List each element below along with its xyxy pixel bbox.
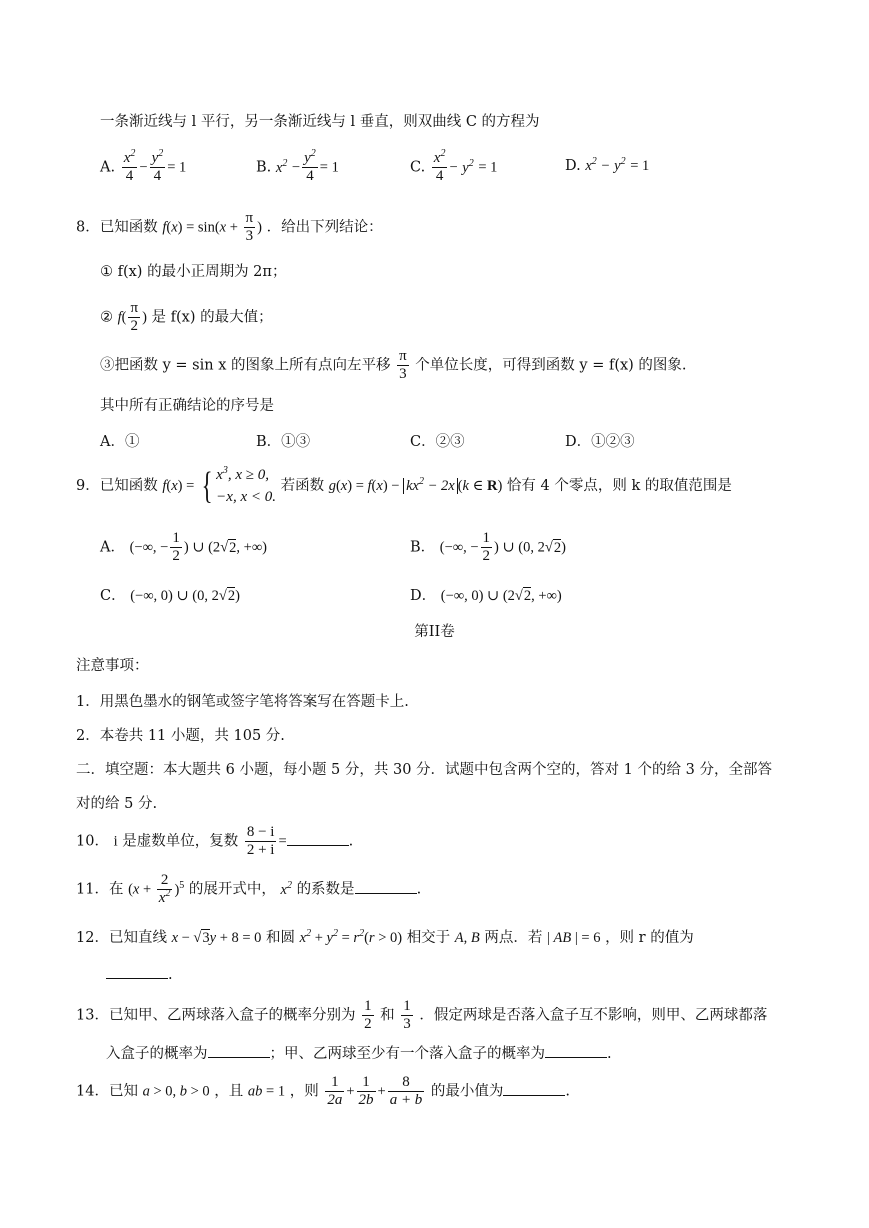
q8-statement-3-prefix: ③把函数 y = sin x 的图象上所有点向左平移 bbox=[100, 357, 391, 374]
q7-tail-text: 一条渐近线与 l 平行，另一条渐近线与 l 垂直，则双曲线 C 的方程为 bbox=[100, 114, 540, 130]
option-label: C． bbox=[100, 588, 126, 604]
notice-1: 1．用黑色墨水的钢笔或签字笔将答案写在答题卡上. bbox=[76, 694, 409, 710]
q8-option-b: B．①③ bbox=[256, 434, 311, 450]
part2-instructions-line1: 二．填空题：本大题共 6 小题，每小题 5 分，共 30 分．试题中包含两个空的，答对 1 个的给 3 分，全部答 bbox=[76, 762, 772, 778]
q13-prefix: 13．已知甲、乙两球落入盒子的概率分别为 bbox=[76, 1007, 356, 1024]
option-label: D. bbox=[565, 158, 581, 174]
q11: 11．在 (x + $\frac{2}{x^2}$ )$^5$ 的展开式中， $x^2$ 的系数是 . bbox=[76, 872, 422, 906]
answer-blank[interactable] bbox=[545, 1045, 607, 1058]
option-label: A． bbox=[100, 539, 125, 556]
q9-option-d: D． (−∞, 0) ∪ (2√2, +∞) bbox=[410, 588, 562, 604]
option-label: C. bbox=[410, 159, 426, 176]
q8-option-a: A．① bbox=[100, 434, 140, 450]
q13-part-b: ；甲、乙两球至少有一个落入盒子的概率为 bbox=[269, 1046, 545, 1062]
q8-stem-prefix: 8．已知函数 bbox=[76, 219, 158, 236]
answer-blank[interactable] bbox=[355, 881, 417, 894]
q13-suffix: ．假定两球是否落入盒子互不影响，则甲、乙两球都落 bbox=[419, 1007, 768, 1024]
q11-mid: 的展开式中， bbox=[188, 881, 276, 898]
q12-mid2: 相交于 bbox=[406, 930, 451, 946]
notice-2: 2．本卷共 11 小题，共 105 分. bbox=[76, 728, 285, 744]
q9-stem: 9．已知函数 f(x) = { $x^3$, x ≥ 0, −x, x < 0. 若函数 $g(x) = f(x) - kx^2 - 2x$ (k ∈ R) 恰有 4 个零点，则 k 的取值范围是 bbox=[76, 465, 732, 507]
q8-ask: 其中所有正确结论的序号是 bbox=[100, 398, 274, 414]
q14-mid2: ，则 bbox=[289, 1083, 319, 1100]
answer-blank[interactable] bbox=[503, 1083, 565, 1096]
option-label: B. bbox=[256, 159, 272, 176]
option-label: A. bbox=[100, 159, 116, 176]
q7-option-d: D. $x^2 - y^2 = 1$ bbox=[565, 156, 650, 174]
q10-text: 是虚数单位，复数 bbox=[122, 833, 239, 850]
part2-instructions-line2: 对的给 5 分. bbox=[76, 796, 158, 812]
q8-statement-3: ③把函数 y = sin x 的图象上所有点向左平移 $\frac{\pi}{3}$ 个单位长度，可得到函数 y = f(x) 的图象. bbox=[100, 348, 687, 382]
q7-option-c: C. $\frac{x^2}{4}$ − $y^2 = 1$ bbox=[410, 148, 498, 184]
q8-statement-3-suffix: 个单位长度，可得到函数 y = f(x) 的图象. bbox=[415, 357, 687, 374]
q8-stem-suffix: ．给出下列结论： bbox=[266, 219, 383, 236]
q9-option-a: A． (−∞, − $\frac{1}{2}$ ) ∪ (2√2, +∞) bbox=[100, 530, 267, 564]
answer-blank[interactable] bbox=[106, 966, 168, 979]
q12-mid1: 和圆 bbox=[266, 930, 296, 946]
q9-option-b: B． (−∞, − $\frac{1}{2}$ ) ∪ (0, 2√2) bbox=[410, 530, 566, 564]
answer-blank[interactable] bbox=[208, 1045, 270, 1058]
q12: 12．已知直线 x − √3y + 8 = 0 和圆 $x^2 + y^2 = r^2(r > 0)$ 相交于 A, B 两点．若 | AB | = 6 ，则 r 的值为 bbox=[76, 928, 694, 946]
q8-option-d: D．①②③ bbox=[565, 434, 635, 450]
q11-suffix: 的系数是 bbox=[296, 881, 355, 898]
q14: 14．已知 a > 0, b > 0 ，且 ab = 1 ，则 $\frac{1}{2a}$ + $\frac{1}{2b}$ + $\frac{8}{a + b}$ 的最小值为 . bbox=[76, 1074, 571, 1108]
q13-line2: 入盒子的概率为 ；甲、乙两球至少有一个落入盒子的概率为 . bbox=[106, 1046, 612, 1062]
q10: 10． i 是虚数单位，复数 $\frac{8 - i}{2 + i}$ = . bbox=[76, 824, 354, 858]
q13-mid: 和 bbox=[380, 1007, 395, 1024]
q8-statement-2: ② f( $\frac{\pi}{2}$ ) 是 f(x) 的最大值； bbox=[100, 300, 273, 334]
q12-answer: . bbox=[106, 966, 173, 983]
q12-suffix: ，则 r 的值为 bbox=[605, 930, 694, 946]
q7-option-a: A. $\frac{x^2}{4}$ − $\frac{y^2}{4}$ = 1 bbox=[100, 148, 187, 184]
q7-option-b: B. $x^2$ − $\frac{y^2}{4}$ = 1 bbox=[256, 148, 339, 184]
q12-prefix: 12．已知直线 bbox=[76, 930, 167, 946]
q8-statement-2-suffix: 是 f(x) 的最大值； bbox=[151, 309, 273, 326]
q12-mid3: 两点．若 bbox=[484, 930, 543, 946]
q9-stem-prefix: 9．已知函数 bbox=[76, 478, 158, 494]
q8-option-c: C．②③ bbox=[410, 434, 465, 450]
q13-line1: 13．已知甲、乙两球落入盒子的概率分别为 $\frac{1}{2}$ 和 $\frac{1}{3}$ ．假定两球是否落入盒子互不影响，则甲、乙两球都落 bbox=[76, 998, 768, 1032]
option-label: D． bbox=[410, 588, 437, 604]
notice-title: 注意事项： bbox=[76, 658, 149, 674]
q8-stem: 8．已知函数 f(x) = sin(x + $\frac{\pi}{3}$ ) ．给出下列结论： bbox=[76, 210, 383, 244]
q13-part-a: 入盒子的概率为 bbox=[106, 1046, 208, 1062]
q8-statement-1: ① f(x) 的最小正周期为 2π； bbox=[100, 264, 287, 280]
q11-prefix: 11．在 bbox=[76, 881, 124, 898]
q14-mid: ，且 bbox=[214, 1083, 244, 1100]
q14-suffix: 的最小值为 bbox=[430, 1083, 504, 1100]
option-label: B． bbox=[410, 539, 436, 556]
q10-number: 10． bbox=[76, 833, 109, 850]
q9-stem-mid: 若函数 bbox=[280, 478, 325, 494]
answer-blank[interactable] bbox=[287, 833, 349, 846]
section-title: 第II卷 bbox=[414, 624, 455, 640]
q9-option-c: C． (−∞, 0) ∪ (0, 2√2) bbox=[100, 588, 240, 604]
q9-stem-suffix: 恰有 4 个零点，则 k 的取值范围是 bbox=[506, 478, 732, 494]
q14-prefix: 14．已知 bbox=[76, 1083, 138, 1100]
